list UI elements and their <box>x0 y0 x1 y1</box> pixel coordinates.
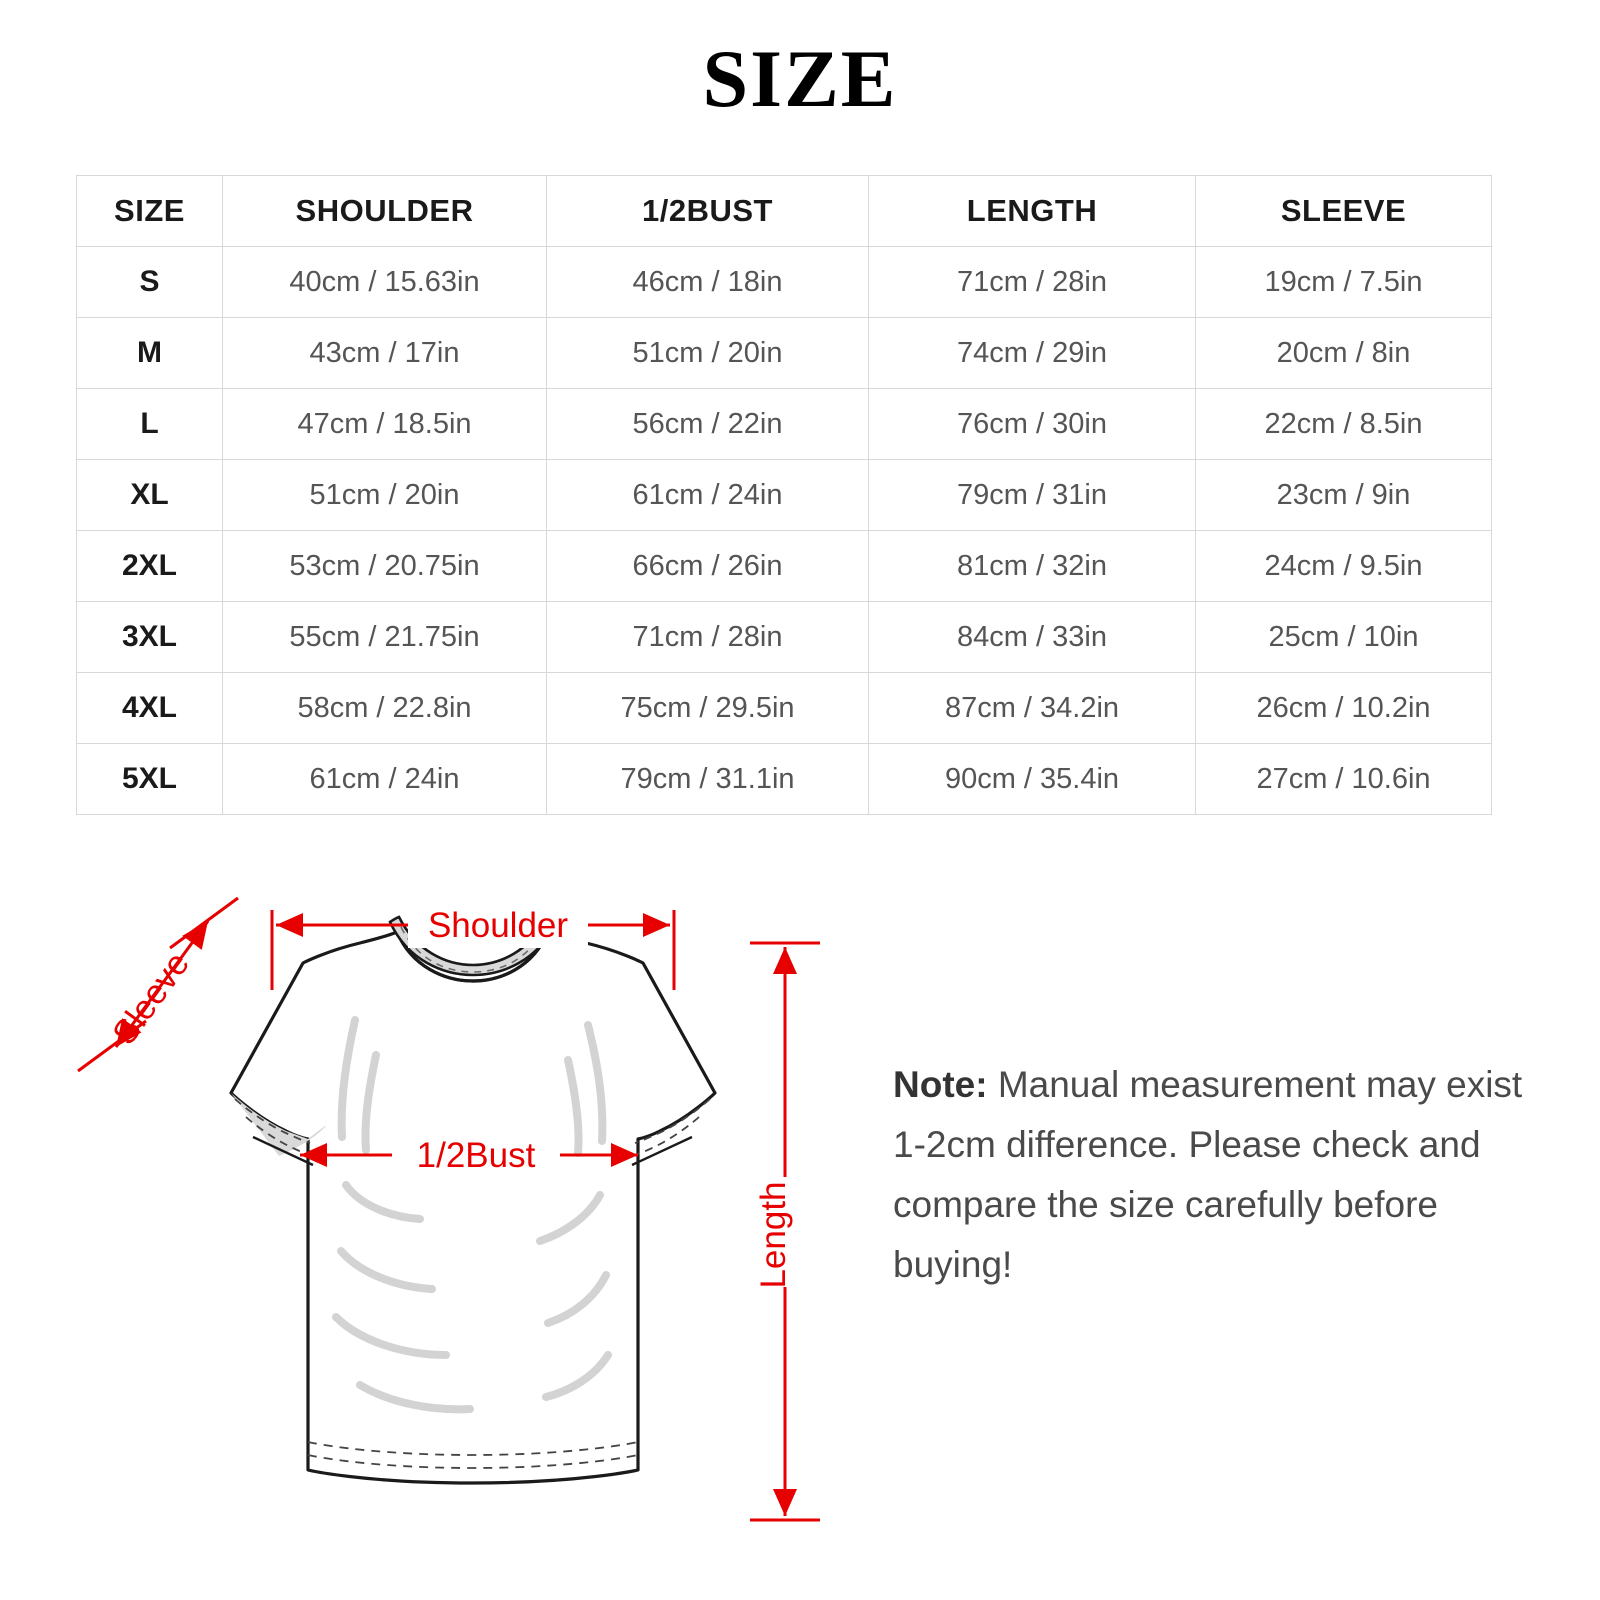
table-row <box>77 460 1492 531</box>
table-row <box>77 531 1492 602</box>
cell-sleeve: 26cm / 10.2in <box>1196 673 1492 744</box>
table-row <box>77 602 1492 673</box>
measurement-note <box>893 1055 1553 1295</box>
page-title: SIZE <box>702 33 898 124</box>
cell-size: 2XL <box>77 531 223 602</box>
cell-sleeve: 22cm / 8.5in <box>1196 389 1492 460</box>
cell-length: 87cm / 34.2in <box>869 673 1196 744</box>
cell-shoulder: 51cm / 20in <box>223 460 547 531</box>
column-header-size: SIZE <box>77 176 223 247</box>
tshirt-measurement-diagram <box>60 855 860 1555</box>
cell-shoulder: 61cm / 24in <box>223 744 547 815</box>
sleeve-label-text: Sleeve <box>105 945 198 1052</box>
cell-bust: 51cm / 20in <box>547 318 869 389</box>
cell-length: 90cm / 35.4in <box>869 744 1196 815</box>
note-text: Manual measurement may exist 1-2cm difference. Please check and compare the size carefully before buying! <box>893 1064 1523 1285</box>
cell-size: 3XL <box>77 602 223 673</box>
cell-sleeve: 19cm / 7.5in <box>1196 247 1492 318</box>
cell-bust: 56cm / 22in <box>547 389 869 460</box>
cell-sleeve: 27cm / 10.6in <box>1196 744 1492 815</box>
cell-sleeve: 24cm / 9.5in <box>1196 531 1492 602</box>
bust-label-text: 1/2Bust <box>416 1136 536 1175</box>
column-header-shoulder: SHOULDER <box>223 176 547 247</box>
size-chart-table <box>76 175 1492 815</box>
tshirt-illustration <box>231 917 715 1483</box>
cell-length: 84cm / 33in <box>869 602 1196 673</box>
cell-bust: 66cm / 26in <box>547 531 869 602</box>
cell-size: XL <box>77 460 223 531</box>
cell-shoulder: 53cm / 20.75in <box>223 531 547 602</box>
size-chart-table-wrapper <box>76 175 1491 815</box>
cell-bust: 79cm / 31.1in <box>547 744 869 815</box>
cell-length: 81cm / 32in <box>869 531 1196 602</box>
column-header-sleeve: SLEEVE <box>1196 176 1492 247</box>
column-header-length: LENGTH <box>869 176 1196 247</box>
note-label: Note: <box>893 1064 988 1105</box>
column-header-bust: 1/2BUST <box>547 176 869 247</box>
shoulder-label-text: Shoulder <box>427 906 569 945</box>
table-row <box>77 247 1492 318</box>
cell-length: 79cm / 31in <box>869 460 1196 531</box>
sleeve-dimension <box>78 898 238 1071</box>
cell-size: 4XL <box>77 673 223 744</box>
length-label-text: Length <box>754 1181 793 1289</box>
table-row <box>77 318 1492 389</box>
cell-size: 5XL <box>77 744 223 815</box>
table-header-row <box>77 176 1492 247</box>
cell-bust: 61cm / 24in <box>547 460 869 531</box>
cell-sleeve: 23cm / 9in <box>1196 460 1492 531</box>
cell-shoulder: 40cm / 15.63in <box>223 247 547 318</box>
cell-shoulder: 43cm / 17in <box>223 318 547 389</box>
cell-shoulder: 58cm / 22.8in <box>223 673 547 744</box>
cell-size: M <box>77 318 223 389</box>
cell-shoulder: 47cm / 18.5in <box>223 389 547 460</box>
cell-bust: 46cm / 18in <box>547 247 869 318</box>
table-row <box>77 673 1492 744</box>
length-dimension <box>742 943 828 1520</box>
cell-length: 76cm / 30in <box>869 389 1196 460</box>
cell-sleeve: 20cm / 8in <box>1196 318 1492 389</box>
cell-size: S <box>77 247 223 318</box>
cell-shoulder: 55cm / 21.75in <box>223 602 547 673</box>
cell-sleeve: 25cm / 10in <box>1196 602 1492 673</box>
table-row <box>77 744 1492 815</box>
cell-length: 71cm / 28in <box>869 247 1196 318</box>
cell-bust: 71cm / 28in <box>547 602 869 673</box>
cell-length: 74cm / 29in <box>869 318 1196 389</box>
table-row <box>77 389 1492 460</box>
cell-bust: 75cm / 29.5in <box>547 673 869 744</box>
cell-size: L <box>77 389 223 460</box>
